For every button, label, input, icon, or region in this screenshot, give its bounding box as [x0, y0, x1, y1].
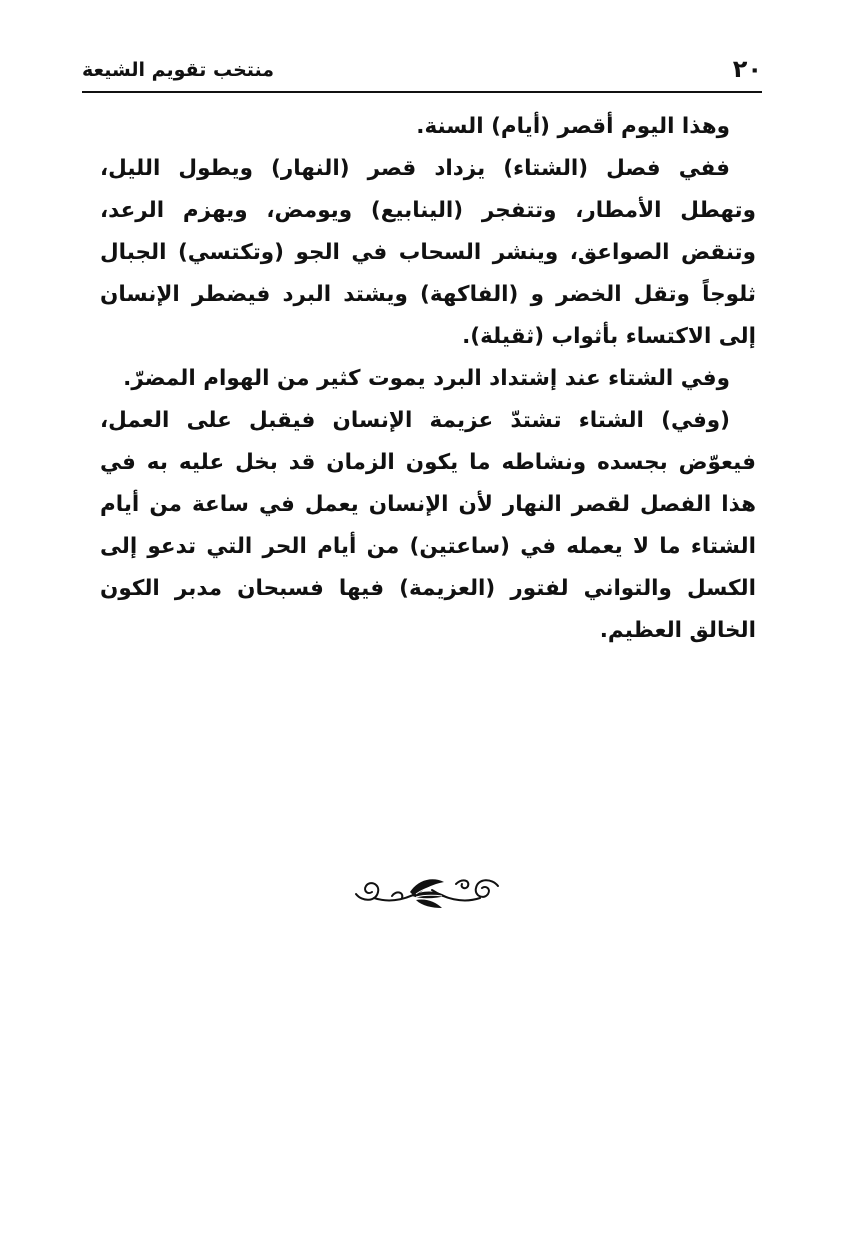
body-text [100, 106, 756, 652]
running-title: منتخب تقويم الشيعة [82, 59, 275, 81]
page-header [82, 52, 762, 92]
header-rule [82, 91, 762, 93]
floral-divider-icon [352, 868, 502, 912]
page-number: ٢٠ [732, 55, 762, 83]
paragraph-2: ففي فصل (الشتاء) يزداد قصر (النهار) ويطول الليل، وتهطل الأمطار، وتتفجر (الينابيع) ويومض، ويهزم الرعد، وتنقض الصواعق، وينشر السحاب في الجو (وتكتسي) الجبال ثلوجاً وتقل الخضر و (الفاكهة) ويشتد البرد فيضطر الإنسان إلى الاكتساء بأثواب (ثقيلة). [100, 156, 756, 349]
paragraph-3: وفي الشتاء عند إشتداد البرد يموت كثير من الهوام المضرّ. [123, 366, 730, 391]
paragraph-1: وهذا اليوم أقصر (أيام) السنة. [416, 114, 730, 139]
paragraph-4: (وفي) الشتاء تشتدّ عزيمة الإنسان فيقبل على العمل، فيعوّض بجسده ونشاطه ما يكون الزمان قد بخل عليه به في هذا الفصل لقصر النهار لأن الإنسان يعمل في ساعة من أيام الشتاء ما لا يعمله في (ساعتين) من أيام الحر التي تدعو إلى الكسل والتواني لفتور (العزيمة) فيها فسبحان مدبر الكون الخالق العظيم. [100, 408, 756, 643]
